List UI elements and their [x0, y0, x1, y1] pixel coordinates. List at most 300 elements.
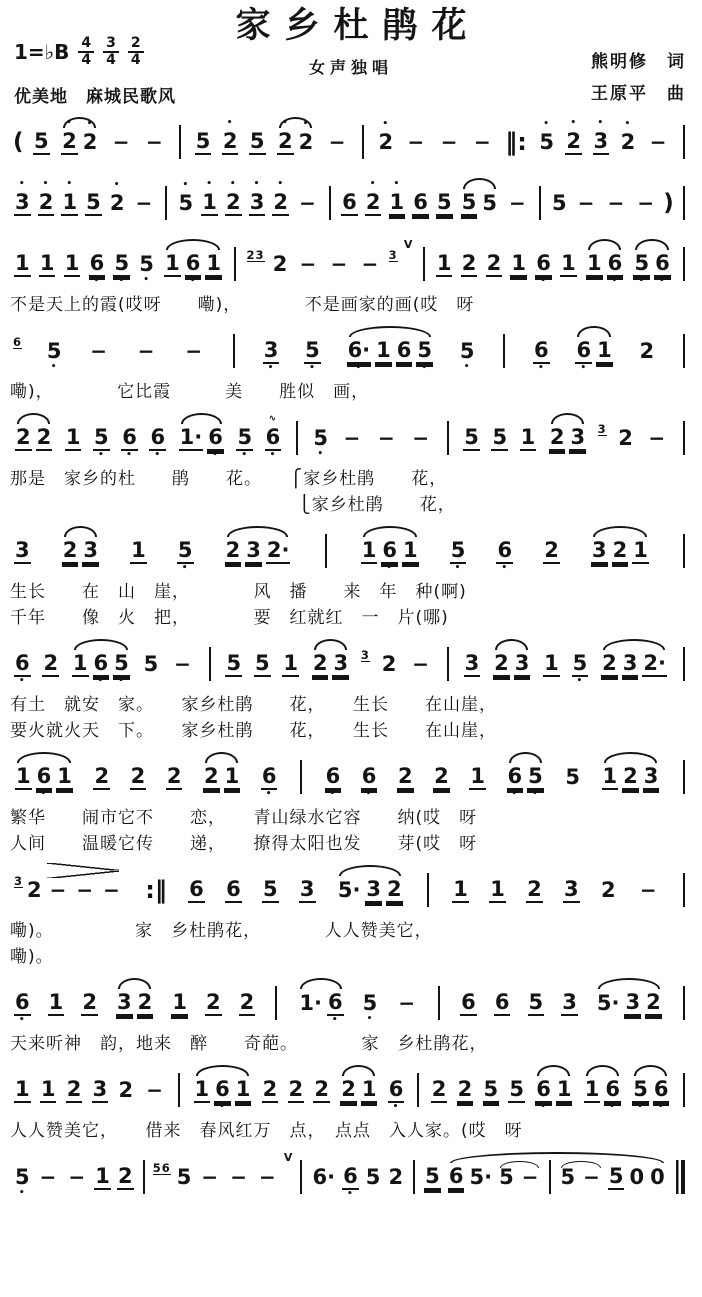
lyrics-line: 要火就火天 下。 家乡杜鹃 花， 生长 在山崖， [10, 721, 497, 741]
note: 2 [62, 538, 78, 562]
barline [325, 534, 327, 568]
duration-dash: − [637, 191, 655, 215]
note: 2 [36, 425, 52, 449]
grace-notes: 56 [152, 1160, 171, 1175]
note: 1· [179, 425, 203, 449]
note: 6 • [215, 1077, 230, 1112]
note: 6 • [343, 1164, 358, 1199]
slur-group [446, 1153, 668, 1201]
note: 6 • [361, 764, 377, 799]
slur-group [192, 1066, 254, 1114]
system [10, 114, 692, 170]
note: 6 • [653, 1077, 669, 1112]
note: 1 [206, 251, 222, 275]
note: 2 [117, 1164, 133, 1188]
note: 1 [453, 877, 468, 901]
note: 1 [602, 764, 618, 788]
note: 1 [65, 425, 81, 449]
note: 1 [376, 338, 391, 362]
note: 1 [470, 764, 485, 788]
notes-line [10, 523, 692, 579]
note: 2 [166, 764, 182, 788]
note: 1· [299, 991, 322, 1015]
barline [178, 1073, 180, 1107]
note: • 3 [249, 179, 265, 214]
barline [427, 873, 429, 907]
note: 6 • [36, 764, 52, 799]
note: 1 [511, 251, 527, 275]
slur-group [600, 753, 662, 801]
note: 5 [249, 129, 265, 153]
note: • 1 [389, 179, 405, 214]
note: 1 [39, 251, 55, 275]
barline [423, 247, 425, 281]
barline [683, 986, 685, 1020]
note: 6 • [93, 651, 109, 686]
duration-dash: − [68, 1165, 86, 1189]
barline [683, 125, 685, 159]
note: 5 • [633, 1077, 648, 1112]
note: 1 [48, 990, 64, 1014]
barline [275, 986, 277, 1020]
lyrics-line: 那是 家乡的杜 鹃 花。 ⎧家乡杜鹃 花， [10, 469, 448, 489]
note: 1 [584, 1077, 600, 1101]
slur-group [582, 1066, 623, 1114]
slur-group [13, 753, 75, 801]
duration-dash: − [474, 130, 491, 154]
notes-line [10, 1149, 692, 1205]
note: 3 [366, 877, 382, 901]
note: 2 [130, 764, 146, 788]
lyrics-line: 繁华 闹市它不 恋， 青山绿水它容 纳(哎 呀 [10, 808, 478, 828]
note: 5 [499, 1165, 514, 1189]
lyrics-line: 嘞)。 家 乡杜鹃花， 人人赞美它， [10, 921, 433, 941]
slur-group [296, 979, 345, 1027]
note: 5 [226, 651, 242, 675]
duration-dash: − [146, 1078, 164, 1102]
note: 2 [544, 538, 559, 562]
barline [447, 421, 449, 455]
key-signature: 1=♭B [14, 40, 70, 65]
note: 5 • [177, 538, 193, 573]
duration-dash: − [398, 991, 416, 1015]
system [10, 236, 692, 318]
note: 6 [448, 1164, 464, 1188]
system [10, 975, 692, 1057]
slur-group [335, 866, 405, 914]
duration-dash: − [330, 252, 348, 276]
duration-dash: − [185, 339, 203, 363]
note: 6 [396, 338, 412, 362]
note: 2 [388, 1165, 404, 1189]
system [10, 749, 692, 857]
slur-group [59, 118, 100, 166]
note: 6 • [327, 990, 343, 1025]
note: 2· [266, 538, 290, 562]
duration-dash: − [407, 130, 425, 154]
grace-notes: 3 [597, 421, 607, 436]
final-barline [676, 1160, 685, 1194]
note: 6 • [382, 538, 397, 573]
system [10, 862, 692, 970]
note: 2 [618, 426, 633, 450]
note: 2 [225, 538, 241, 562]
duration-dash: − [648, 426, 666, 450]
notes-line [10, 975, 692, 1031]
duration-dash: − [377, 426, 395, 450]
note: 5 [176, 1165, 192, 1189]
duration-dash: − [174, 652, 191, 676]
note: • 1 [202, 179, 217, 214]
note: 2 [494, 651, 509, 675]
note: 1 [361, 538, 377, 562]
slur-group [70, 640, 132, 688]
note: 1 [16, 764, 31, 788]
lyrics-line: ⎩家乡杜鹃 花， [10, 495, 456, 515]
system [10, 1149, 692, 1205]
barline [683, 186, 685, 220]
note: 6 • [208, 425, 223, 460]
note: 2 [312, 651, 328, 675]
slur-group [162, 240, 224, 288]
note: 2 [639, 339, 655, 363]
note: 2 [600, 878, 616, 902]
note: 6 • [607, 251, 623, 286]
note: 6 [461, 990, 476, 1014]
lyrics-line: 天来听神 韵，地来 醉 奇葩。 家 乡杜鹃花， [10, 1034, 488, 1054]
note: 6· [312, 1165, 336, 1189]
note: 6 • [122, 425, 137, 460]
score [10, 114, 692, 1205]
note: • 2 [566, 118, 582, 153]
note: 5 [482, 191, 497, 215]
duration-dash: − [361, 252, 379, 276]
note: • 2 [222, 118, 238, 153]
duration-dash: − [412, 652, 429, 676]
duration-dash: − [412, 426, 430, 450]
note: 2 [431, 1077, 447, 1101]
note: • 5 [539, 119, 554, 154]
note: 1 [402, 538, 418, 562]
note: • 2 [620, 119, 636, 154]
slur-group [310, 640, 351, 688]
meter-list [78, 36, 143, 69]
note: 3 [246, 538, 261, 562]
composer-credit: 王原平 曲 [591, 84, 686, 105]
note: 3 [333, 651, 349, 675]
note: 6 [342, 190, 357, 214]
barline [143, 1160, 145, 1194]
note: 5 [528, 990, 544, 1014]
barline [300, 1160, 302, 1194]
slur-group [496, 1154, 543, 1200]
note: 5 • [417, 338, 433, 373]
system [10, 323, 692, 405]
note: 1 [436, 251, 452, 275]
notes-line [10, 410, 692, 466]
note: 1 [283, 651, 299, 675]
note: 1 [587, 251, 602, 275]
note: 2 [239, 990, 255, 1014]
note: 5 [565, 765, 580, 789]
note: 5 • [459, 339, 475, 372]
note: 3 [15, 538, 30, 562]
note: 1 [597, 338, 612, 362]
note: 5 • [237, 425, 253, 460]
duration-dash: − [440, 130, 458, 154]
note: • 3 [593, 118, 609, 153]
meter-fraction: $\frac{3}{4}$ [103, 36, 119, 69]
song-title: 家乡杜鹃花 [235, 6, 481, 46]
note: 5 • [528, 764, 543, 799]
parenthesis: ( [13, 129, 24, 155]
note: • 2 [82, 119, 98, 154]
note: 5 [461, 190, 477, 214]
note: 2 [623, 764, 638, 788]
note: • 2 [298, 119, 314, 154]
note: 2 [457, 1077, 473, 1101]
slur-group [359, 527, 421, 575]
duration-dash: − [90, 339, 107, 363]
slur-group [533, 1066, 574, 1114]
barline [549, 1160, 551, 1194]
repeat-end: :‖ [145, 876, 167, 904]
note: 5 [262, 877, 278, 901]
slur-group [589, 527, 651, 575]
note: 5 [551, 191, 567, 215]
grace-notes: 23 [246, 247, 265, 262]
note: 2 [204, 764, 219, 788]
note: 2 [527, 877, 542, 901]
barline [683, 647, 685, 681]
note: 6 • [576, 338, 592, 373]
barline [296, 421, 298, 455]
slur-group [60, 527, 101, 575]
note: 5 • [634, 251, 650, 286]
note: 6 • [15, 651, 30, 686]
note: • 2 [278, 118, 293, 153]
note: 5 [560, 1165, 576, 1189]
slur-group [630, 1066, 671, 1114]
note: 6· • [347, 338, 371, 373]
barline [165, 186, 167, 220]
lyrics-line: 不是天上的霞(哎呀 嘞)， 不是画家的画(哎 呀 [10, 295, 475, 315]
lyrics-line: 千年 像 火 把， 要 红就红 一 片(哪) [10, 608, 449, 628]
note: 2 [486, 251, 502, 275]
duration-dash: − [230, 1165, 247, 1189]
lyrics-line: 人人赞美它， 借来 春风红万 点， 点点 入人家。(哎 呀 [10, 1121, 523, 1141]
system [10, 410, 692, 518]
song-subtitle: 女声独唱 [308, 58, 393, 77]
slur-group [547, 414, 588, 462]
barline [503, 334, 505, 368]
note: 2 [549, 425, 565, 449]
duration-dash: − [135, 191, 153, 215]
barline [683, 421, 685, 455]
duration-dash: − [201, 1165, 219, 1189]
note: 5 • [362, 991, 378, 1024]
note: 2 [137, 990, 153, 1014]
note: • 2 [38, 179, 54, 214]
note: 1 [544, 651, 559, 675]
barline [362, 125, 364, 159]
note: 6 • [605, 1077, 620, 1112]
note: 3 [464, 651, 480, 675]
note: 6 [189, 877, 204, 901]
notes-line [10, 636, 692, 692]
system [10, 1062, 692, 1144]
note: 5 • [94, 425, 109, 460]
note: 1 [520, 425, 536, 449]
note: 1 [194, 1077, 210, 1101]
slur-group [573, 327, 614, 375]
system [10, 175, 692, 231]
note: 6 • [536, 251, 551, 286]
slur-group [13, 414, 54, 462]
note: 1 [40, 1077, 56, 1101]
notes-line [10, 1062, 692, 1118]
note: 6 [494, 990, 510, 1014]
note: • 2 [225, 179, 241, 214]
note: 5 • [313, 426, 329, 459]
slur-group [223, 527, 293, 575]
note: 2 [397, 764, 413, 788]
note: 3 [591, 538, 607, 562]
note: 5 [195, 129, 211, 153]
duration-dash: − [259, 1165, 276, 1189]
note: 1 [172, 990, 187, 1014]
note: 6 [226, 877, 241, 901]
note: • 2 [273, 179, 289, 214]
note: 6 • [497, 538, 513, 573]
note: 5 • [114, 251, 130, 286]
note: 1 [235, 1077, 251, 1101]
note: 5 [425, 1164, 440, 1188]
notes-line [10, 749, 692, 805]
note: 5 [436, 190, 452, 214]
note: 2 [118, 1078, 134, 1102]
note: 3 [564, 877, 579, 901]
lyrics-line: 有土 就安 家。 家乡杜鹃 花， 生长 在山崖， [10, 695, 497, 715]
note: 3 [562, 990, 577, 1014]
notes-line [10, 175, 692, 231]
note: 6 • [325, 764, 341, 799]
meter-fraction: $\frac{2}{4}$ [128, 36, 144, 69]
note: 5 • [572, 651, 588, 686]
breath-mark: V [403, 238, 413, 251]
header [10, 6, 692, 110]
note: 6 • [655, 251, 670, 286]
note: 0 [629, 1165, 645, 1189]
note: 3 [117, 990, 132, 1014]
barline [683, 1073, 685, 1107]
note: 2 [288, 1077, 304, 1101]
duration-dash: − [112, 130, 130, 154]
note: 5 [86, 190, 101, 214]
note: 5 • [139, 252, 154, 285]
note: 2 [612, 538, 628, 562]
parenthesis: ) [663, 190, 674, 216]
note: 5 [365, 1165, 381, 1189]
note: 0 [650, 1165, 665, 1189]
slur-group [557, 1154, 604, 1200]
barline [209, 647, 211, 681]
grace-notes: 3 [14, 873, 24, 888]
note: 1 [556, 1077, 572, 1101]
note: 5 [608, 1164, 624, 1188]
note: 1 [633, 538, 648, 562]
barline [683, 760, 685, 794]
system [10, 636, 692, 744]
barline [683, 247, 685, 281]
note: 3 • [263, 338, 279, 373]
barline [683, 534, 685, 568]
note: 1 [361, 1077, 377, 1101]
note: 5 [492, 425, 508, 449]
note: 5· [337, 878, 361, 902]
note: 5· [469, 1165, 493, 1189]
duration-dash: − [343, 426, 361, 450]
note: ∿ 6 • [265, 414, 281, 460]
note: 5 [143, 652, 159, 676]
slur-group [459, 179, 500, 227]
note: 5 [464, 425, 479, 449]
slur-group [631, 240, 672, 288]
notes-line [10, 323, 692, 379]
note: 1 [64, 251, 80, 275]
credits [591, 46, 686, 111]
duration-dash: − [103, 878, 120, 902]
note: • 2 [109, 180, 125, 215]
lyrics-line: 人间 温暖它传 递， 撩得太阳也发 芽(哎 呀 [10, 834, 478, 854]
note: 3 [643, 764, 659, 788]
slur-group [177, 414, 226, 462]
note: 6 • [534, 338, 549, 373]
note: 3 [83, 538, 98, 562]
slur-group [599, 640, 669, 688]
duration-dash: − [521, 1165, 539, 1189]
notes-line [10, 236, 692, 292]
note: 5 [483, 1077, 499, 1101]
slur-group [505, 753, 546, 801]
duration-dash: − [328, 130, 346, 154]
duration-dash: − [39, 1165, 57, 1189]
note: 5· [596, 991, 620, 1015]
barline [438, 986, 440, 1020]
duration-dash: − [509, 191, 526, 215]
duration-dash: − [137, 339, 155, 363]
barline [539, 186, 541, 220]
grace-notes: 3 [388, 247, 398, 262]
note: 2 [27, 878, 42, 902]
slur-group [338, 1066, 379, 1114]
note: 6 [413, 190, 428, 214]
duration-dash: − [49, 878, 67, 902]
meter-fraction: $\frac{4}{4}$ [78, 36, 94, 69]
lyrics-line: 嘞)。 [10, 947, 54, 967]
note: 2· [643, 651, 666, 675]
slur-group [584, 240, 625, 288]
note: 6 • [89, 251, 105, 286]
note: 3 [299, 877, 315, 901]
duration-dash: − [146, 130, 163, 154]
notes-line [10, 114, 692, 170]
duration-dash: − [299, 252, 317, 276]
note: 2 [461, 251, 477, 275]
note: 6 • [150, 425, 166, 460]
lyrics-line: 生长 在 山 崖， 风 播 来 年 种(啊) [10, 582, 467, 602]
note: • 2 [378, 119, 394, 154]
